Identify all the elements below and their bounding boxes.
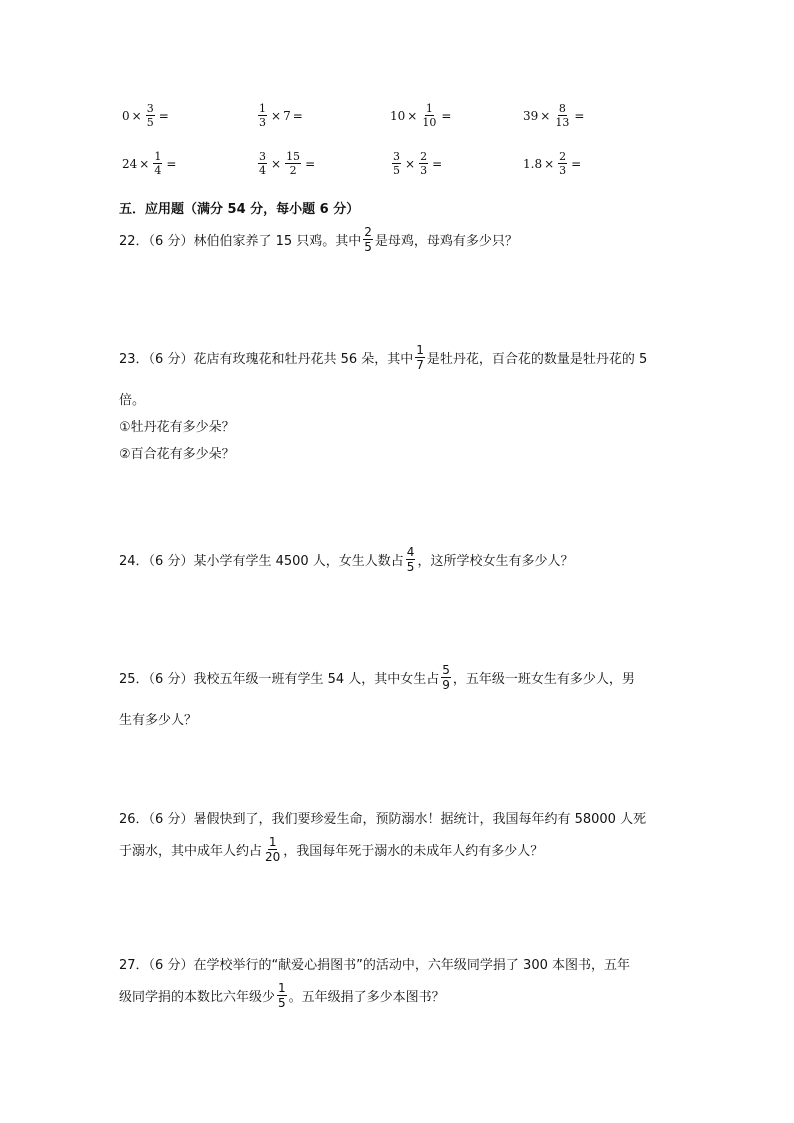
equals-sign: = xyxy=(571,156,582,171)
calc-1-2 xyxy=(256,103,305,128)
question-26-line1: 26．（6 分）暑假快到了，我们要珍爱生命，预防溺水！据统计，我国每年约有 58000 人死 xyxy=(119,812,647,827)
question-27-line1: 27．（6 分）在学校举行的“献爱心捐图书”的活动中，六年级同学捐了 300 本图书，五年 xyxy=(119,958,630,973)
numerator: 3 xyxy=(393,150,400,163)
question-22 xyxy=(119,226,518,253)
equals-sign: = xyxy=(305,156,316,171)
question-text: ，我国每年死于溺水的未成年人约有多少人？ xyxy=(283,844,544,859)
denominator: 3 xyxy=(559,164,567,177)
calc-number: 39 xyxy=(523,108,539,123)
equals-sign: = xyxy=(441,108,452,123)
fraction xyxy=(558,151,567,176)
denominator: 7 xyxy=(416,358,424,372)
question-text: 22．（6 分）林伯伯家养了 15 只鸡。其中 xyxy=(119,234,362,249)
calc-number: 24 xyxy=(122,156,138,171)
fraction xyxy=(406,546,416,573)
numerator: 1 xyxy=(416,343,424,357)
question-text: 25．（6 分）我校五年级一班有学生 54 人，其中女生占 xyxy=(119,672,440,687)
question-25-line2: 生有多少人？ xyxy=(119,713,198,728)
fraction xyxy=(264,836,281,863)
question-text: 是母鸡，母鸡有多少只？ xyxy=(374,234,518,249)
calc-number: 0 xyxy=(122,108,130,123)
calc-2-4 xyxy=(523,151,583,176)
question-23-line2: 倍。 xyxy=(119,393,146,408)
question-text: 级同学捐的本数比六年级少 xyxy=(119,990,276,1005)
calc-1-1 xyxy=(122,103,171,128)
question-24 xyxy=(119,546,573,573)
question-23-sub2: ②百合花有多少朵？ xyxy=(119,447,235,462)
fraction xyxy=(554,103,570,128)
fraction xyxy=(146,103,155,128)
times-sign: × xyxy=(405,156,416,171)
times-sign: × xyxy=(271,156,282,171)
times-sign: × xyxy=(139,156,150,171)
fraction xyxy=(277,982,287,1009)
numerator: 2 xyxy=(559,150,567,163)
denominator: 3 xyxy=(259,116,266,129)
numerator: 3 xyxy=(146,102,154,115)
times-sign: × xyxy=(407,108,418,123)
equals-sign: = xyxy=(432,156,443,171)
equals-sign: = xyxy=(292,108,303,123)
calc-2-3 xyxy=(390,151,444,176)
numerator: 5 xyxy=(442,663,450,677)
denominator: 2 xyxy=(289,164,297,177)
equals-sign: = xyxy=(574,108,585,123)
fraction xyxy=(392,151,401,176)
calc-number: 10 xyxy=(390,108,406,123)
question-text: 24．（6 分）某小学有学生 4500 人，女生人数占 xyxy=(119,554,404,569)
numerator: 1 xyxy=(278,981,286,995)
calc-1-3 xyxy=(390,103,453,128)
fraction xyxy=(419,151,428,176)
calc-number: 1.8 xyxy=(523,156,543,171)
denominator: 4 xyxy=(154,164,162,177)
numerator: 1 xyxy=(268,835,277,849)
question-text: 于溺水，其中成年人约占 xyxy=(119,844,263,859)
fraction xyxy=(363,226,373,253)
question-23 xyxy=(119,344,647,371)
question-text: 。五年级捐了多少本图书？ xyxy=(288,990,445,1005)
denominator: 9 xyxy=(442,678,450,692)
numerator: 1 xyxy=(259,102,266,115)
calc-2-2 xyxy=(256,151,317,176)
denominator: 3 xyxy=(420,164,428,177)
calc-1-4 xyxy=(523,103,586,128)
equals-sign: = xyxy=(166,156,177,171)
equals-sign: = xyxy=(158,108,169,123)
numerator: 8 xyxy=(558,102,566,115)
numerator: 3 xyxy=(259,150,266,163)
numerator: 1 xyxy=(425,102,433,115)
question-text: 23．（6 分）花店有玫瑰花和牡丹花共 56 朵，其中 xyxy=(119,352,414,367)
fraction xyxy=(258,151,267,176)
section-title: 五．应用题（满分 54 分，每小题 6 分） xyxy=(119,202,360,217)
numerator: 1 xyxy=(154,150,162,163)
question-26-line2 xyxy=(119,836,543,863)
times-sign: × xyxy=(271,108,282,123)
times-sign: × xyxy=(131,108,142,123)
numerator: 2 xyxy=(420,150,428,163)
question-text: 是牡丹花，百合花的数量是牡丹花的 5 xyxy=(426,352,648,367)
denominator: 20 xyxy=(265,850,281,864)
fraction xyxy=(153,151,162,176)
question-text: ，这所学校女生有多少人？ xyxy=(417,554,574,569)
denominator: 5 xyxy=(393,164,400,177)
fraction xyxy=(441,664,451,691)
calc-2-1 xyxy=(122,151,178,176)
denominator: 5 xyxy=(146,116,154,129)
denominator: 4 xyxy=(259,164,266,177)
question-25 xyxy=(119,664,635,691)
fraction xyxy=(258,103,267,128)
question-23-sub1: ①牡丹花有多少朵？ xyxy=(119,420,235,435)
denominator: 5 xyxy=(406,560,415,574)
denominator: 5 xyxy=(278,996,286,1010)
numerator: 2 xyxy=(364,225,372,239)
denominator: 5 xyxy=(364,240,372,254)
fraction xyxy=(415,344,425,371)
fraction xyxy=(421,103,437,128)
numerator: 4 xyxy=(406,545,415,559)
denominator: 13 xyxy=(555,116,570,129)
denominator: 10 xyxy=(422,116,437,129)
calc-number: 7 xyxy=(283,108,291,123)
question-27-line2 xyxy=(119,982,445,1009)
times-sign: × xyxy=(544,156,555,171)
numerator: 15 xyxy=(286,150,301,163)
times-sign: × xyxy=(540,108,551,123)
question-text: ，五年级一班女生有多少人，男 xyxy=(452,672,635,687)
fraction xyxy=(285,151,301,176)
